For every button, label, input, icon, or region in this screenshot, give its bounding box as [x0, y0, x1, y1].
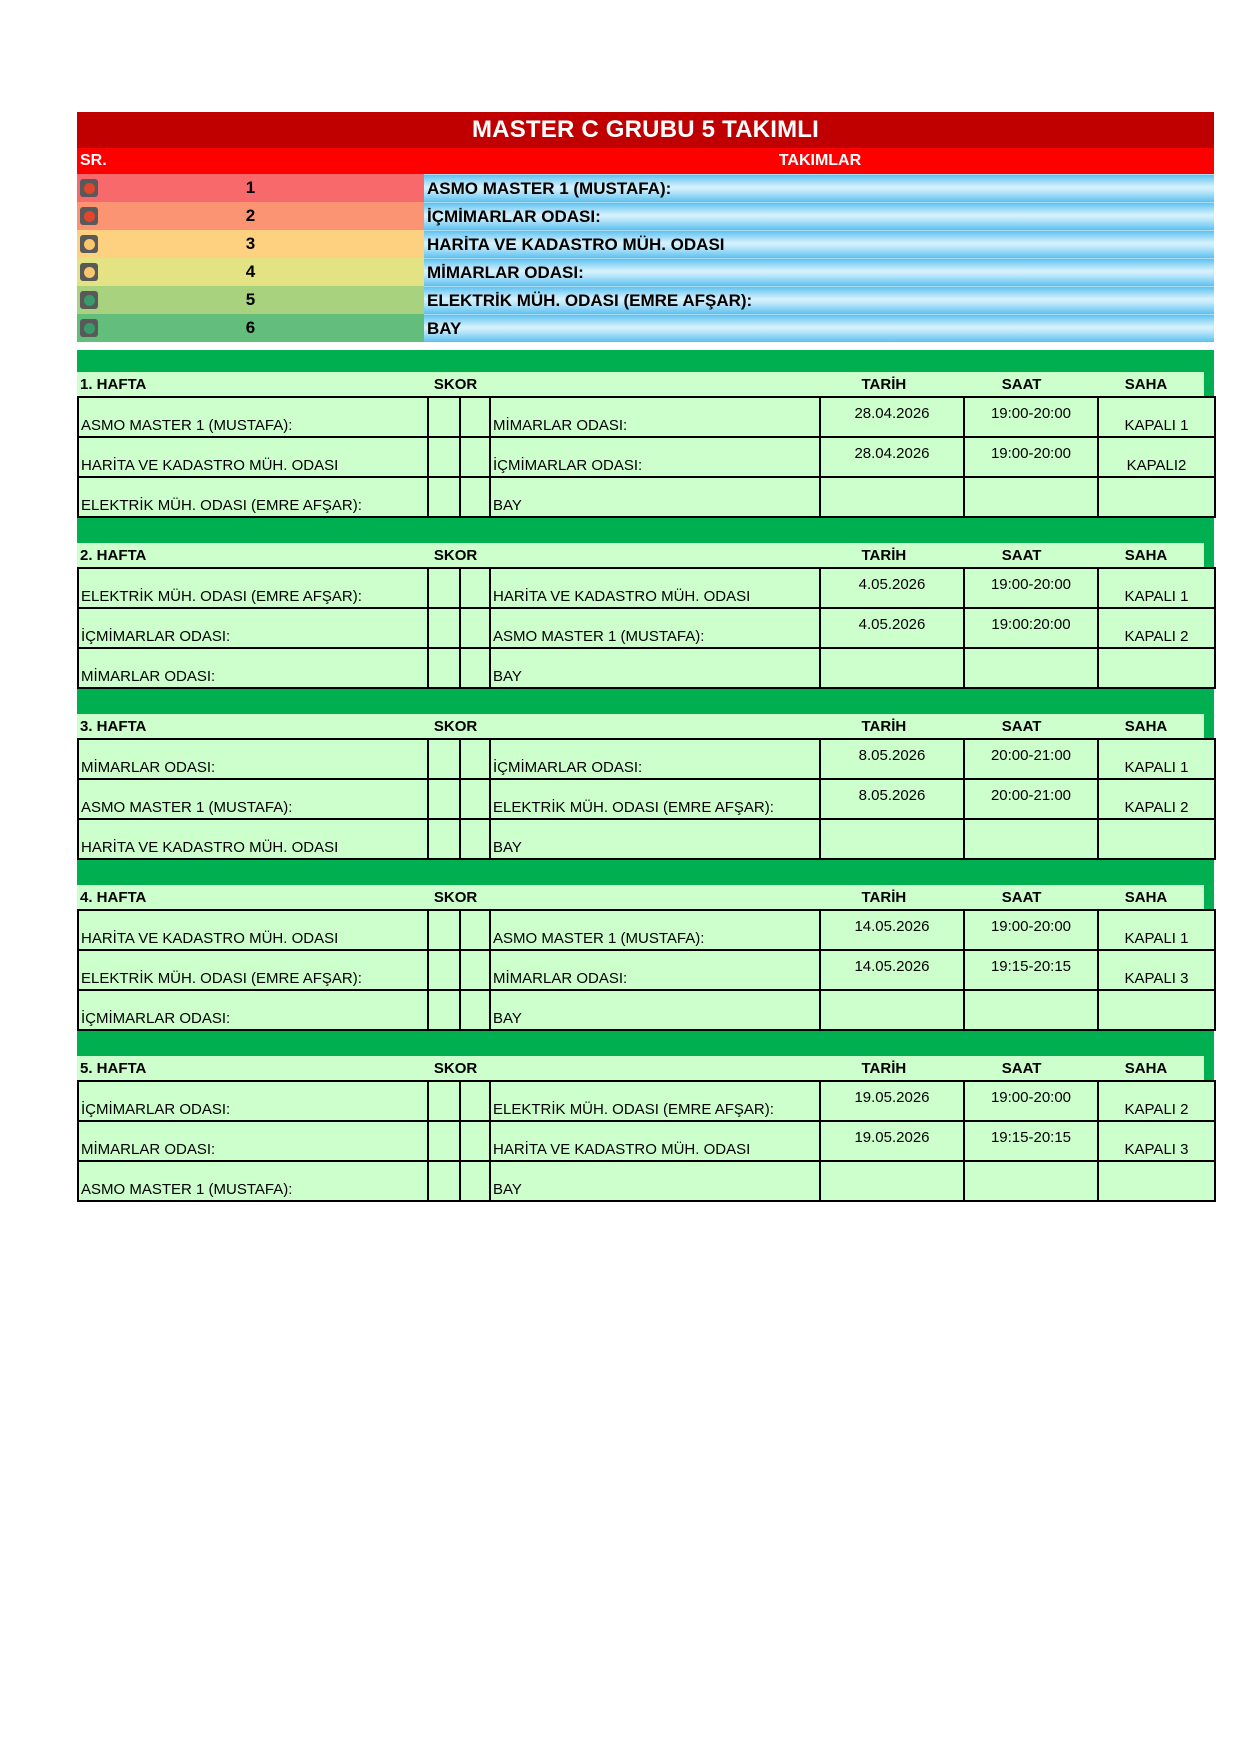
match-date — [820, 1161, 964, 1201]
match-field: KAPALI2 — [1098, 437, 1215, 477]
home-score-cell[interactable] — [428, 397, 460, 437]
week-block — [77, 885, 1204, 1031]
field-header: SAHA — [1124, 888, 1168, 906]
team-row — [77, 202, 1214, 230]
team-number: 3 — [245, 234, 256, 253]
match-table — [77, 1080, 1216, 1202]
match-date: 19.05.2026 — [820, 1081, 964, 1121]
week-separator — [77, 1031, 1214, 1056]
match-time — [964, 1161, 1098, 1201]
team-row — [77, 314, 1214, 342]
match-row — [78, 950, 1215, 990]
home-score-cell[interactable] — [428, 910, 460, 950]
home-score-cell[interactable] — [428, 779, 460, 819]
match-row — [78, 910, 1215, 950]
home-score-cell[interactable] — [428, 950, 460, 990]
away-score-cell[interactable] — [460, 648, 490, 688]
match-date: 19.05.2026 — [820, 1121, 964, 1161]
week-block — [77, 714, 1204, 860]
match-row — [78, 819, 1215, 859]
match-row — [78, 648, 1215, 688]
away-score-cell[interactable] — [460, 739, 490, 779]
team-row — [77, 174, 1214, 202]
match-field: KAPALI 1 — [1098, 568, 1215, 608]
home-team: MİMARLAR ODASI: — [78, 1121, 428, 1161]
team-list — [77, 174, 1214, 342]
match-time — [964, 990, 1098, 1030]
score-header: SKOR — [433, 888, 478, 906]
match-time: 19:00-20:00 — [964, 397, 1098, 437]
date-header: TARİH — [861, 717, 907, 735]
match-date: 8.05.2026 — [820, 739, 964, 779]
date-header: TARİH — [861, 1059, 907, 1077]
match-date: 14.05.2026 — [820, 910, 964, 950]
match-time — [964, 648, 1098, 688]
match-row — [78, 1161, 1215, 1201]
team-row — [77, 258, 1214, 286]
match-table — [77, 909, 1216, 1031]
team-number: 1 — [245, 178, 256, 197]
home-score-cell[interactable] — [428, 819, 460, 859]
match-date: 4.05.2026 — [820, 608, 964, 648]
away-score-cell[interactable] — [460, 779, 490, 819]
match-time: 19:15-20:15 — [964, 1121, 1098, 1161]
week-block — [77, 372, 1204, 518]
home-team: MİMARLAR ODASI: — [78, 739, 428, 779]
team-number: 5 — [245, 290, 256, 309]
away-score-cell[interactable] — [460, 819, 490, 859]
week-header — [77, 1056, 1204, 1080]
home-team: ELEKTRİK MÜH. ODASI (EMRE AFŞAR): — [78, 568, 428, 608]
match-field: KAPALI 3 — [1098, 950, 1215, 990]
match-field — [1098, 819, 1215, 859]
home-score-cell[interactable] — [428, 608, 460, 648]
home-team: HARİTA VE KADASTRO MÜH. ODASI — [78, 819, 428, 859]
team-name: ELEKTRİK MÜH. ODASI (EMRE AFŞAR): — [424, 286, 1214, 314]
week-header — [77, 543, 1204, 567]
week-separator — [77, 860, 1214, 885]
match-time: 19:00-20:00 — [964, 1081, 1098, 1121]
match-date: 28.04.2026 — [820, 397, 964, 437]
week-label: 3. HAFTA — [80, 717, 147, 735]
away-team: HARİTA VE KADASTRO MÜH. ODASI — [490, 568, 820, 608]
home-team: İÇMİMARLAR ODASI: — [78, 608, 428, 648]
home-team: MİMARLAR ODASI: — [78, 648, 428, 688]
week-header — [77, 372, 1204, 396]
team-number-cell — [77, 314, 424, 342]
match-field: KAPALI 1 — [1098, 397, 1215, 437]
score-header: SKOR — [433, 546, 478, 564]
week-separator — [77, 689, 1214, 714]
home-score-cell[interactable] — [428, 1081, 460, 1121]
away-score-cell[interactable] — [460, 1121, 490, 1161]
date-header: TARİH — [861, 888, 907, 906]
sr-column-label: SR. — [80, 152, 107, 169]
away-team: İÇMİMARLAR ODASI: — [490, 437, 820, 477]
match-date — [820, 990, 964, 1030]
week-label: 5. HAFTA — [80, 1059, 147, 1077]
match-date — [820, 477, 964, 517]
team-name: ASMO MASTER 1 (MUSTAFA): — [424, 174, 1214, 202]
time-header: SAAT — [1001, 1059, 1042, 1077]
match-time: 19:15-20:15 — [964, 950, 1098, 990]
away-team: ASMO MASTER 1 (MUSTAFA): — [490, 608, 820, 648]
time-header: SAAT — [1001, 888, 1042, 906]
home-team: ASMO MASTER 1 (MUSTAFA): — [78, 1161, 428, 1201]
team-list-header — [77, 148, 1214, 174]
team-name: HARİTA VE KADASTRO MÜH. ODASI — [424, 230, 1214, 258]
away-score-cell[interactable] — [460, 568, 490, 608]
match-date — [820, 819, 964, 859]
team-number-cell — [77, 286, 424, 314]
away-score-cell[interactable] — [460, 1081, 490, 1121]
away-score-cell[interactable] — [460, 608, 490, 648]
match-row — [78, 779, 1215, 819]
home-score-cell[interactable] — [428, 739, 460, 779]
time-header: SAAT — [1001, 546, 1042, 564]
teams-column-label: TAKIMLAR — [778, 152, 862, 169]
away-team: BAY — [490, 1161, 820, 1201]
away-team: ELEKTRİK MÜH. ODASI (EMRE AFŞAR): — [490, 1081, 820, 1121]
team-name: İÇMİMARLAR ODASI: — [424, 202, 1214, 230]
away-score-cell[interactable] — [460, 990, 490, 1030]
match-table — [77, 567, 1216, 689]
field-header: SAHA — [1124, 375, 1168, 393]
match-table — [77, 396, 1216, 518]
time-header: SAAT — [1001, 717, 1042, 735]
field-header: SAHA — [1124, 1059, 1168, 1077]
match-field: KAPALI 1 — [1098, 910, 1215, 950]
match-time: 19:00-20:00 — [964, 910, 1098, 950]
away-score-cell[interactable] — [460, 950, 490, 990]
match-field — [1098, 477, 1215, 517]
home-team: İÇMİMARLAR ODASI: — [78, 1081, 428, 1121]
away-team: BAY — [490, 819, 820, 859]
home-team: ELEKTRİK MÜH. ODASI (EMRE AFŞAR): — [78, 477, 428, 517]
date-header: TARİH — [861, 375, 907, 393]
score-header: SKOR — [433, 1059, 478, 1077]
team-row — [77, 286, 1214, 314]
match-row — [78, 437, 1215, 477]
time-header: SAAT — [1001, 375, 1042, 393]
score-header: SKOR — [433, 375, 478, 393]
team-name: MİMARLAR ODASI: — [424, 258, 1214, 286]
away-score-cell[interactable] — [460, 477, 490, 517]
team-number: 4 — [245, 262, 256, 281]
away-team: MİMARLAR ODASI: — [490, 950, 820, 990]
home-team: HARİTA VE KADASTRO MÜH. ODASI — [78, 910, 428, 950]
home-score-cell[interactable] — [428, 648, 460, 688]
match-field: KAPALI 2 — [1098, 608, 1215, 648]
week-block — [77, 1056, 1204, 1202]
away-team: BAY — [490, 990, 820, 1030]
match-field: KAPALI 3 — [1098, 1121, 1215, 1161]
week-separator — [77, 518, 1214, 543]
date-header: TARİH — [861, 546, 907, 564]
match-time: 19:00:20:00 — [964, 608, 1098, 648]
week-header — [77, 885, 1204, 909]
match-date: 28.04.2026 — [820, 437, 964, 477]
match-field — [1098, 990, 1215, 1030]
match-field — [1098, 1161, 1215, 1201]
match-time — [964, 477, 1098, 517]
away-team: İÇMİMARLAR ODASI: — [490, 739, 820, 779]
score-header: SKOR — [433, 717, 478, 735]
team-name: BAY — [424, 314, 1214, 342]
away-team: ASMO MASTER 1 (MUSTAFA): — [490, 910, 820, 950]
team-number-cell — [77, 258, 424, 286]
home-score-cell[interactable] — [428, 1161, 460, 1201]
match-date: 4.05.2026 — [820, 568, 964, 608]
match-field: KAPALI 2 — [1098, 779, 1215, 819]
week-header — [77, 714, 1204, 738]
match-row — [78, 1081, 1215, 1121]
team-number: 2 — [245, 206, 256, 225]
home-team: HARİTA VE KADASTRO MÜH. ODASI — [78, 437, 428, 477]
home-score-cell[interactable] — [428, 477, 460, 517]
home-team: ASMO MASTER 1 (MUSTAFA): — [78, 779, 428, 819]
match-row — [78, 1121, 1215, 1161]
match-field: KAPALI 1 — [1098, 739, 1215, 779]
team-row — [77, 230, 1214, 258]
week-label: 2. HAFTA — [80, 546, 147, 564]
match-row — [78, 568, 1215, 608]
team-number: 6 — [245, 318, 256, 337]
home-score-cell[interactable] — [428, 437, 460, 477]
home-team: İÇMİMARLAR ODASI: — [78, 990, 428, 1030]
field-header: SAHA — [1124, 717, 1168, 735]
team-number-cell — [77, 202, 424, 230]
field-header: SAHA — [1124, 546, 1168, 564]
away-team: MİMARLAR ODASI: — [490, 397, 820, 437]
team-number-cell — [77, 230, 424, 258]
fixture-sheet — [77, 112, 1214, 1202]
home-score-cell[interactable] — [428, 1121, 460, 1161]
match-table — [77, 738, 1216, 860]
match-row — [78, 608, 1215, 648]
match-date: 8.05.2026 — [820, 779, 964, 819]
match-date — [820, 648, 964, 688]
weekly-fixtures — [77, 350, 1214, 1202]
week-block — [77, 543, 1204, 689]
match-field — [1098, 648, 1215, 688]
away-score-cell[interactable] — [460, 1161, 490, 1201]
week-label: 4. HAFTA — [80, 888, 147, 906]
away-team: BAY — [490, 477, 820, 517]
match-time — [964, 819, 1098, 859]
away-team: HARİTA VE KADASTRO MÜH. ODASI — [490, 1121, 820, 1161]
away-score-cell[interactable] — [460, 397, 490, 437]
home-score-cell[interactable] — [428, 568, 460, 608]
match-row — [78, 990, 1215, 1030]
team-number-cell — [77, 174, 424, 202]
home-team: ELEKTRİK MÜH. ODASI (EMRE AFŞAR): — [78, 950, 428, 990]
away-score-cell[interactable] — [460, 910, 490, 950]
match-time: 20:00-21:00 — [964, 779, 1098, 819]
home-team: ASMO MASTER 1 (MUSTAFA): — [78, 397, 428, 437]
sheet-title: MASTER C GRUBU 5 TAKIMLI — [77, 112, 1214, 148]
match-row — [78, 397, 1215, 437]
away-team: ELEKTRİK MÜH. ODASI (EMRE AFŞAR): — [490, 779, 820, 819]
match-field: KAPALI 2 — [1098, 1081, 1215, 1121]
away-score-cell[interactable] — [460, 437, 490, 477]
match-row — [78, 477, 1215, 517]
week-label: 1. HAFTA — [80, 375, 147, 393]
match-row — [78, 739, 1215, 779]
match-time: 19:00-20:00 — [964, 568, 1098, 608]
home-score-cell[interactable] — [428, 990, 460, 1030]
match-time: 20:00-21:00 — [964, 739, 1098, 779]
away-team: BAY — [490, 648, 820, 688]
match-time: 19:00-20:00 — [964, 437, 1098, 477]
match-date: 14.05.2026 — [820, 950, 964, 990]
